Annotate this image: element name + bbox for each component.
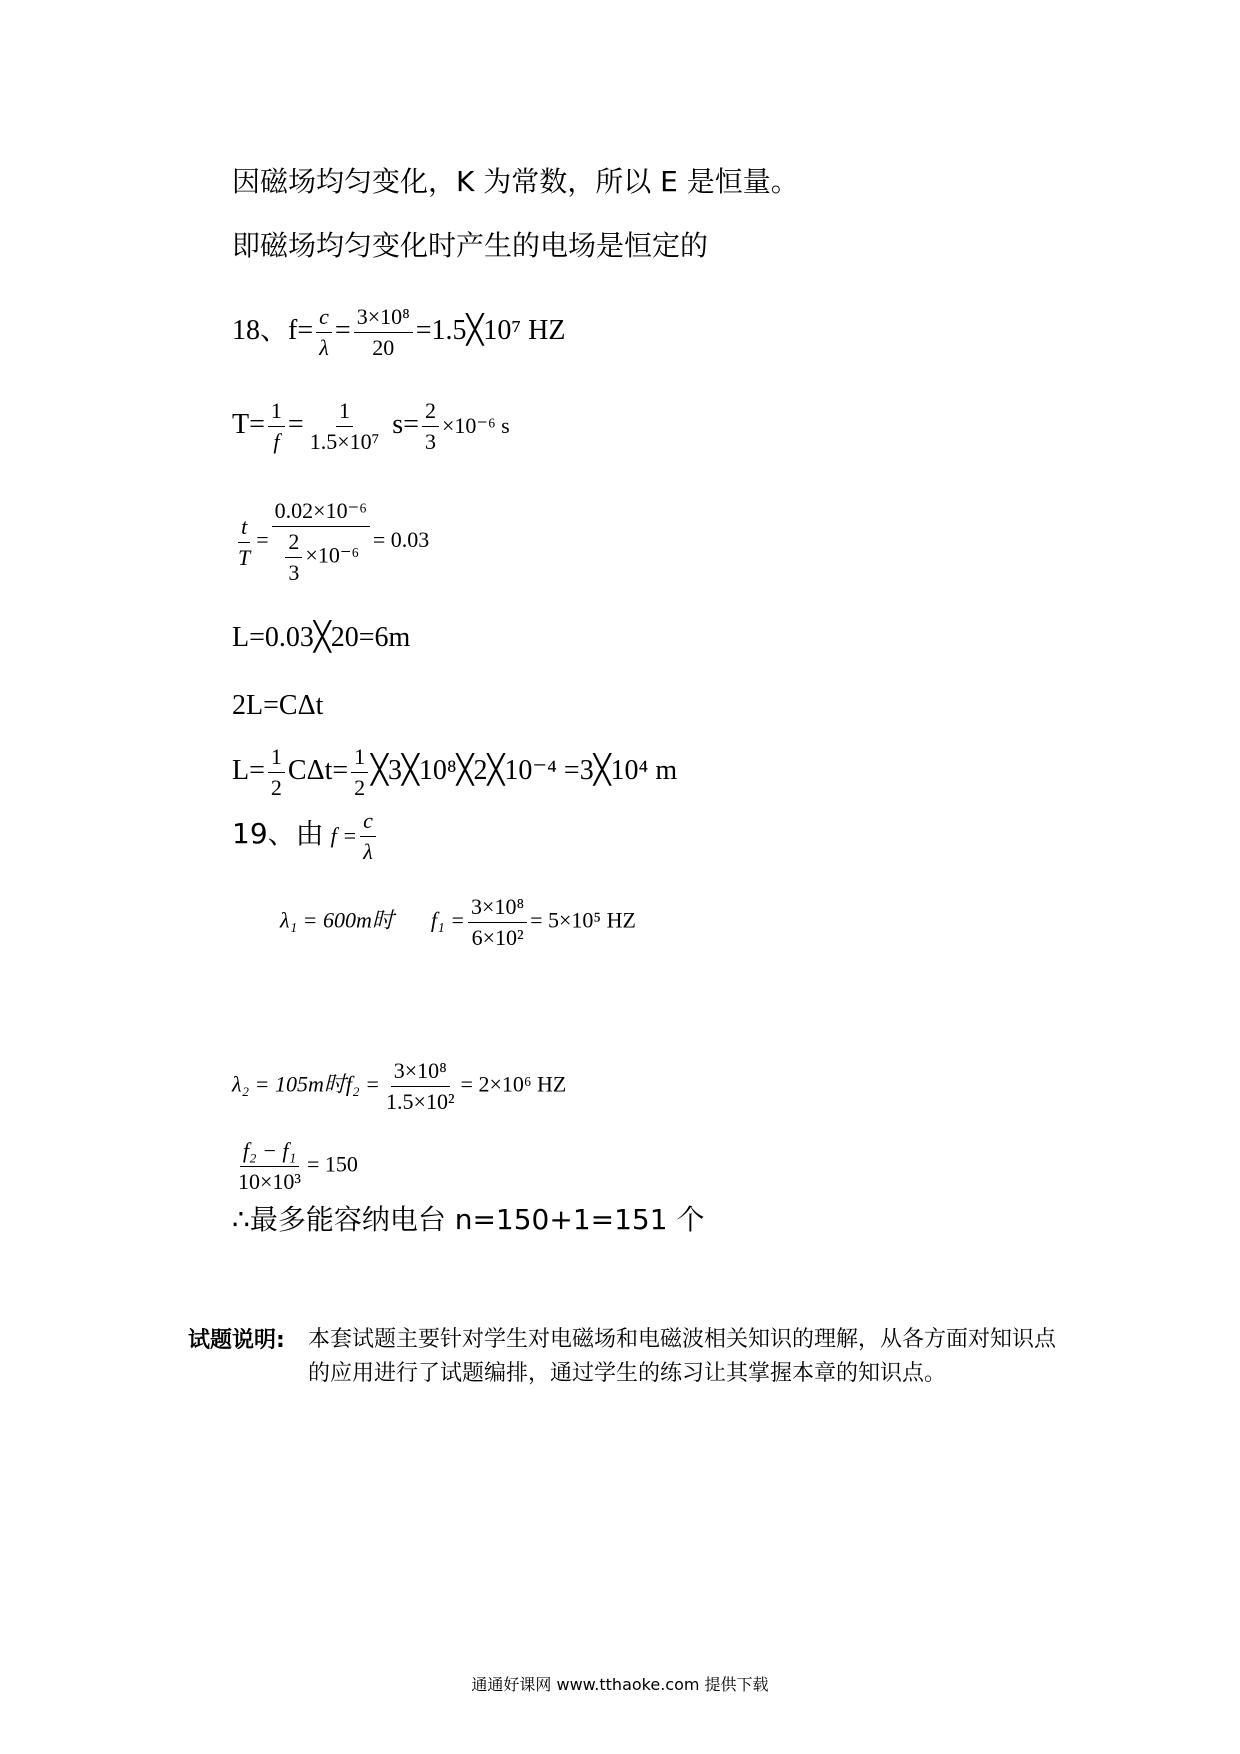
q18-distance-line: L= $\frac{1}{2}$ CΔt= $\frac{1}{2}$ ╳3╳10⁸╳2╳10⁻⁴ =3╳10⁴ m <box>232 744 678 800</box>
q18-ratio-line: $\frac{t}{T}$ = 0.02×10⁻⁶ $\frac{2}{3}$ ×10⁻⁶ = 0.03 <box>232 500 429 584</box>
q18-2l-line: 2L=CΔt <box>232 690 324 721</box>
note-label: 试题说明: <box>188 1328 285 1353</box>
fraction: 0.02×10⁻⁶ $\frac{2}{3}$ ×10⁻⁶ <box>272 500 370 584</box>
fraction: $\frac{\text{3×10⁸}}{20}$ <box>354 306 413 359</box>
q19-label: 19、由 <box>232 816 324 850</box>
fraction: $\frac{1}{f}$ <box>268 400 285 453</box>
fraction: $\frac{\text{f₂ − f₁}}{\text{10×10³}}$ <box>238 1138 302 1194</box>
q18-frequency-line: 18、f= $\frac{c}{\lambda}$ = $\frac{\text{3×10⁸}}{20}$ =1.5╳10⁷ HZ <box>232 304 566 360</box>
q18-f-result: =1.5╳10⁷ HZ <box>415 314 566 346</box>
q19-line: 19、由 f = $\frac{c}{\lambda}$ <box>232 810 379 863</box>
text-line-1: 因磁场均匀变化，K 为常数，所以 E 是恒量。 <box>232 165 799 198</box>
q19-conclusion: ∴最多能容纳电台 n=150+1=151 个 <box>232 1203 705 1236</box>
fraction: $\frac{1}{2}$ <box>268 746 285 799</box>
q18-label: 18、f= <box>232 314 314 346</box>
q18-length-line: L=0.03╳20=6m <box>232 622 411 653</box>
q18-period-line: T= $\frac{1}{f}$ = $\frac{1}{\text{1.5×10⁷}}$ s= $\frac{2}{3}$ ×10⁻⁶ s <box>232 398 510 454</box>
footer: 通通好课网 www.tthaoke.com 提供下载 <box>471 1675 769 1694</box>
note-text: 本套试题主要针对学生对电磁场和电磁波相关知识的理解，从各方面对知识点的应用进行了试题编排，通过学生的练习让其掌握本章的知识点。 <box>308 1327 1057 1386</box>
fraction: $\frac{\text{3×10⁸}}{\text{6×10²}}$ <box>468 896 527 949</box>
fraction: $\frac{t}{T}$ <box>238 513 251 570</box>
fraction: $\frac{2}{3}$ <box>285 531 302 584</box>
q19-lambda2-line: λ₂ = 105m时f₂ = $\frac{\text{3×10⁸}}{\text{1.5×10²}}$ = 2×10⁶ HZ <box>232 1058 567 1114</box>
fraction: $\frac{\text{3×10⁸}}{\text{1.5×10²}}$ <box>386 1058 455 1114</box>
fraction: $\frac{1}{\text{1.5×10⁷}}$ <box>309 398 380 454</box>
text-line-2: 即磁场均匀变化时产生的电场是恒定的 <box>232 229 709 262</box>
q19-lambda1-line: λ₁ = 600m时 f₁ = $\frac{\text{3×10⁸}}{\text{6×10²}}$ = 5×10⁵ HZ <box>280 894 636 950</box>
fraction: $\frac{c}{\lambda}$ <box>316 306 332 359</box>
fraction: $\frac{2}{3}$ <box>422 400 439 453</box>
q19-difference-line: $\frac{\text{f₂ − f₁}}{\text{10×10³}}$ = 150 <box>232 1140 358 1193</box>
fraction: $\frac{1}{2}$ <box>351 746 368 799</box>
fraction: $\frac{c}{\lambda}$ <box>360 810 376 863</box>
